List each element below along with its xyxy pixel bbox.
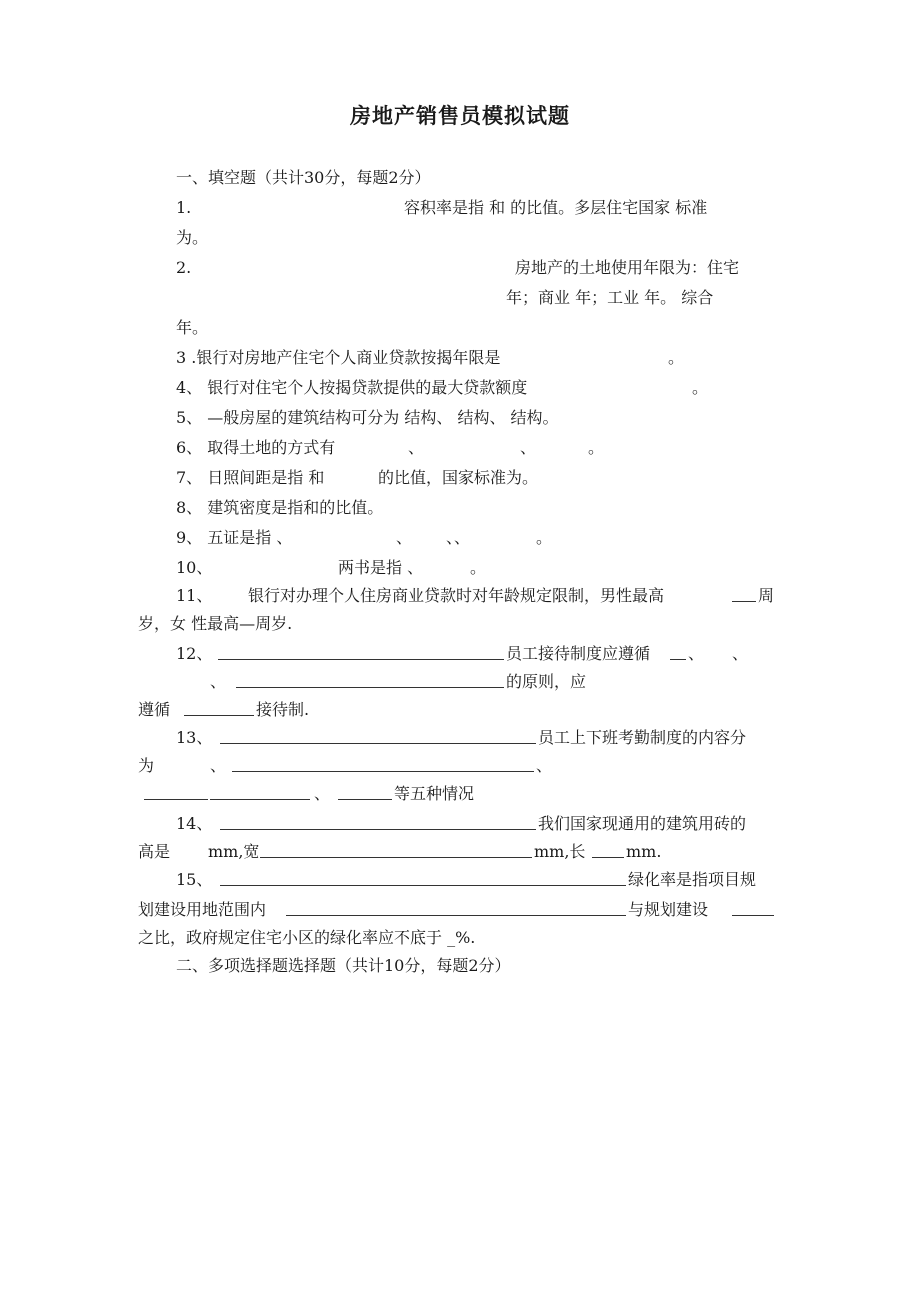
page-title: 房地产销售员模拟试题 [350, 104, 570, 128]
q15-blank-2 [286, 900, 626, 916]
q7-rest: 的比值，国家标准为。 [378, 468, 539, 487]
q12-blank-1 [218, 644, 504, 660]
q13-line2-c: 、 [536, 756, 553, 775]
q12-blank-3 [236, 672, 504, 688]
q11-number: 11、 [176, 586, 213, 605]
q3-text: 3 .银行对房地产住宅个人商业贷款按揭年限是 [176, 348, 501, 367]
q13-line2-a: 为 [138, 756, 155, 775]
q2-continuation-1: 年；商业 年；工业 年。 综合 [506, 288, 714, 307]
q12-line2-sep: 、 [210, 672, 227, 691]
q14-blank-1 [220, 814, 536, 830]
q14-number: 14、 [176, 814, 213, 833]
q1-text: 容积率是指 和 的比值。多层住宅国家 标准 [404, 198, 708, 217]
q12-number: 12、 [176, 644, 213, 663]
q12-sep-1: 、 [688, 644, 705, 663]
q15-blank-3 [732, 900, 774, 916]
q12-text: 员工接待制度应遵循 [506, 644, 651, 663]
q13-line2-b: 、 [210, 756, 227, 775]
q12-line2-text: 的原则，应 [506, 672, 587, 691]
q6-sep-2: 、 [520, 438, 537, 457]
q15-blank-1 [220, 870, 626, 886]
q15-line2-a: 划建设用地范围内 [138, 900, 267, 919]
q12-blank-2 [670, 644, 686, 660]
q15-text: 绿化率是指项目规 [628, 870, 757, 889]
q2-continuation-2: 年。 [176, 318, 209, 337]
q8-text: 8、 建筑密度是指和的比值。 [176, 498, 384, 517]
q14-line2-end: mm. [626, 842, 662, 861]
q11-text: 银行对办理个人住房商业贷款时对年龄规定限制，男性最高 [248, 586, 665, 605]
q13-line3-sep: 、 [314, 784, 331, 803]
q12-line3-text: 遵循 [138, 700, 171, 719]
q4-text: 4、 银行对住宅个人按揭贷款提供的最大贷款额度 [176, 378, 528, 397]
q11-end: 周 [758, 586, 775, 605]
q14-line2-width: mm,宽 [208, 842, 260, 861]
q12-line3-end: 接待制. [256, 700, 310, 719]
q11-continuation: 岁，女 性最高—周岁. [138, 614, 293, 633]
q3-end: 。 [668, 348, 685, 367]
q9-sep-2: 、、 [446, 528, 471, 547]
q9-text: 9、 五证是指 、 [176, 528, 293, 547]
q9-sep-1: 、 [396, 528, 413, 547]
q14-text: 我们国家现通用的建筑用砖的 [538, 814, 747, 833]
q10-text: 两书是指 、 [338, 558, 424, 577]
q13-number: 13、 [176, 728, 213, 747]
q10-number: 10、 [176, 558, 213, 577]
q15-number: 15、 [176, 870, 213, 889]
q13-text: 员工上下班考勤制度的内容分 [538, 728, 747, 747]
q13-blank-4 [210, 784, 310, 800]
q14-blank-2 [260, 842, 532, 858]
q5-text: 5、 —般房屋的建筑结构可分为 结构、 结构、 结构。 [176, 408, 559, 427]
q15-line3: 之比，政府规定住宅小区的绿化率应不底于 _%. [138, 928, 476, 947]
q6-text: 6、 取得土地的方式有 [176, 438, 336, 457]
q13-blank-2 [232, 756, 534, 772]
q13-blank-3 [144, 784, 208, 800]
q1-continuation: 为。 [176, 228, 209, 247]
q14-blank-3 [592, 842, 624, 858]
q4-end: 。 [692, 378, 709, 397]
q2-text: 房地产的土地使用年限为：住宅 [515, 258, 740, 277]
q14-line2-height: 高是 [138, 842, 171, 861]
q6-end: 。 [588, 438, 605, 457]
q13-line3-end: 等五种情况 [394, 784, 475, 803]
q11-blank [732, 586, 756, 602]
q1-number: 1. [176, 198, 192, 217]
q10-end: 。 [470, 558, 487, 577]
q13-blank-1 [220, 728, 536, 744]
q2-number: 2. [176, 258, 192, 277]
q7-text: 7、 日照间距是指 和 [176, 468, 325, 487]
section-1-heading: 一、填空题（共计30分，每题2分） [176, 168, 431, 187]
q6-sep-1: 、 [408, 438, 425, 457]
q15-line2-b: 与规划建设 [628, 900, 709, 919]
q14-line2-length: mm,长 [534, 842, 586, 861]
q13-blank-5 [338, 784, 392, 800]
q12-sep-2: 、 [732, 644, 749, 663]
q12-blank-4 [184, 700, 254, 716]
section-2-heading: 二、多项选择题选择题（共计10分，每题2分） [176, 956, 511, 975]
q9-end: 。 [536, 528, 553, 547]
